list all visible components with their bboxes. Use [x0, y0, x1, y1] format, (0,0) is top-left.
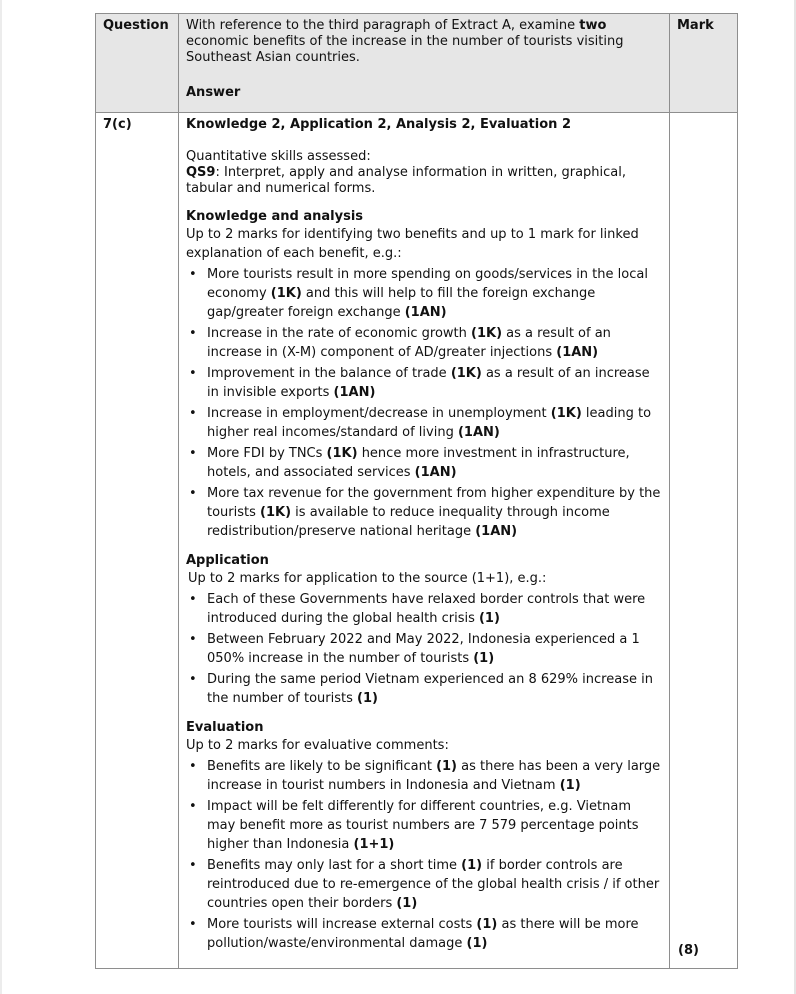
question-column-label: Question — [103, 18, 169, 33]
list-item: • More tourists will increase external costs (1) as there will be more pollution/waste/environmental damage (1) — [186, 915, 662, 953]
question-text-emphasis: two — [579, 18, 607, 33]
list-item: • Increase in employment/decrease in unemployment (1K) leading to higher real incomes/standard of living (1AN) — [186, 404, 662, 442]
list-item: • Between February 2022 and May 2022, Indonesia experienced a 1 050% increase in the number of tourists (1) — [186, 630, 662, 668]
list-item: • Increase in the rate of economic growth (1K) as a result of an increase in (X-M) component of AD/greater injections (1AN) — [186, 324, 662, 362]
mark-column-label: Mark — [677, 18, 714, 33]
qs-detail — [186, 165, 662, 197]
section-application — [186, 553, 662, 708]
mark-cell — [670, 113, 738, 969]
list-item: • More FDI by TNCs (1K) hence more investment in infrastructure, hotels, and associated services (1AN) — [186, 444, 662, 482]
header-row — [96, 14, 738, 113]
answer-label: Answer — [186, 85, 241, 100]
qs-intro: Quantitative skills assessed: — [186, 149, 371, 164]
list-item: • Benefits may only last for a short time (1) if border controls are reintroduced due to re-emergence of the global health crisis / if other countries open their borders (1) — [186, 856, 662, 913]
list-item: • Improvement in the balance of trade (1K) as a result of an increase in invisible exports (1AN) — [186, 364, 662, 402]
mark-scheme-table — [95, 13, 738, 969]
section-intro: Up to 2 marks for evaluative comments: — [186, 738, 449, 753]
question-header-cell — [96, 14, 179, 113]
answer-row — [96, 113, 738, 969]
question-prompt — [180, 15, 668, 66]
question-number: 7(c) — [103, 117, 132, 132]
list-item: • More tax revenue for the government from higher expenditure by the tourists (1K) is available to reduce inequality through income redistribution/preserve national heritage (1AN) — [186, 484, 662, 541]
knowledge-analysis-list — [186, 265, 662, 541]
section-evaluation — [186, 720, 662, 953]
total-mark: (8) — [678, 943, 699, 958]
question-number-cell — [96, 113, 179, 969]
section-intro: Up to 2 marks for identifying two benefits and up to 1 mark for linked explanation of each benefit, e.g.: — [186, 227, 639, 261]
question-text-part: economic benefits of the increase in the number of tourists visiting Southeast Asian countries. — [186, 34, 624, 65]
section-title: Application — [186, 553, 269, 568]
mark-header-cell — [670, 14, 738, 113]
question-text-part: With reference to the third paragraph of Extract A, examine — [186, 18, 580, 33]
list-item: • Each of these Governments have relaxed border controls that were introduced during the global health crisis (1) — [186, 590, 662, 628]
assessment-objectives: Knowledge 2, Application 2, Analysis 2, Evaluation 2 — [186, 117, 571, 132]
list-item: • During the same period Vietnam experienced an 8 629% increase in the number of tourists (1) — [186, 670, 662, 708]
section-title: Knowledge and analysis — [186, 209, 364, 224]
question-text-cell — [179, 14, 670, 113]
page-edge-left — [0, 0, 2, 994]
section-knowledge-analysis — [186, 209, 662, 541]
quantitative-skills — [186, 149, 662, 197]
section-intro: Up to 2 marks for application to the source (1+1), e.g.: — [188, 571, 547, 586]
evaluation-list — [186, 757, 662, 953]
application-list — [186, 590, 662, 708]
qs-text: : Interpret, apply and analyse information in written, graphical, tabular and numerical forms. — [186, 165, 626, 196]
list-item: • Benefits are likely to be significant (1) as there has been a very large increase in tourist numbers in Indonesia and Vietnam (1) — [186, 757, 662, 795]
list-item: • Impact will be felt differently for different countries, e.g. Vietnam may benefit more as tourist numbers are 7 579 percentage points higher than Indonesia (1+1) — [186, 797, 662, 854]
list-item: • More tourists result in more spending on goods/services in the local economy (1K) and this will help to fill the foreign exchange gap/greater foreign exchange (1AN) — [186, 265, 662, 322]
qs-code: QS9 — [186, 165, 216, 180]
answer-content-cell — [179, 113, 670, 969]
section-title: Evaluation — [186, 720, 264, 735]
